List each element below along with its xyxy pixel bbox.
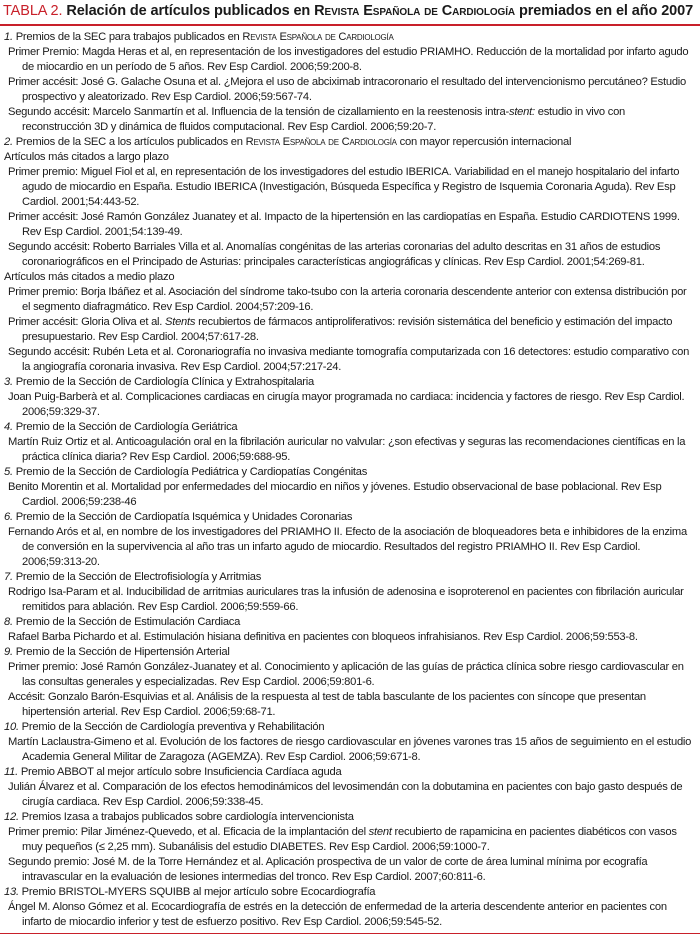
- entry-text: Martín Ruiz Ortiz et al. Anticoagulación oral en la fibrilación auricular no valvular: ¿son efectivas y seguras las recomendaciones científicas en la práctica clínica diaria? Rev Esp Cardiol. 2006;59:688-95.: [8, 436, 686, 463]
- entry-text: Primer premio: Miguel Fiol et al, en representación de los investigadores del estudio IBERICA. Variabilidad en el manejo hospitalario del infarto agudo de miocardio en España. Estudio IBERICA (Investigación, Búsqueda Específica y Registro de Isquemia Coronaria Aguda). Rev Esp Cardiol. 2001;54:443-52.: [8, 166, 680, 208]
- section-title: Premio de la Sección de Cardiopatía Isquémica y Unidades Coronarias: [15, 511, 353, 523]
- entry-text: Rafael Barba Pichardo et al. Estimulación hisiana definitiva en pacientes con bloqueos infrahisianos. Rev Esp Cardiol. 2006;59:553-8.: [8, 631, 638, 643]
- section-heading: [4, 645, 696, 660]
- award-entry: [4, 900, 696, 930]
- award-entry: [4, 45, 696, 75]
- award-entry: [4, 780, 696, 810]
- section-heading: [4, 765, 696, 780]
- title-text-end: premiados en el año 2007: [515, 3, 694, 19]
- section-heading: [4, 720, 696, 735]
- entry-text: Primer accésit: José G. Galache Osuna et al. ¿Mejora el uso de abciximab intracoronario el resultado del intervencionismo percutáneo? Estudio prospectivo y aleatorizado. Rev Esp Cardiol. 2006;59:567-74.: [8, 76, 687, 103]
- subheading: [4, 270, 696, 285]
- table-label: TABLA 2.: [3, 3, 63, 19]
- entry-text: Julián Álvarez et al. Comparación de los efectos hemodinámicos del levosimendán con la dobutamina en pacientes con bajo gasto después de cirugía cardiaca. Rev Esp Cardiol. 2006;59:338-45.: [8, 781, 683, 808]
- award-entry: [4, 690, 696, 720]
- entry-text-end: recubiertos de fármacos antiproliferativos: revisión sistemática del beneficio y estimación del impacto presupuestario. Rev Esp Cardiol. 2004;57:617-28.: [22, 316, 673, 343]
- section-number: 4.: [4, 421, 13, 433]
- award-entry: [4, 285, 696, 315]
- section-title: Premio BRISTOL-MYERS SQUIBB al mejor artículo sobre Ecocardiografía: [21, 886, 376, 898]
- section-number: 2.: [4, 136, 13, 148]
- award-entry: [4, 480, 696, 510]
- section-title: Premio de la Sección de Estimulación Cardiaca: [15, 616, 241, 628]
- entry-text: Primer premio: Borja Ibáñez et al. Asociación del síndrome tako-tsubo con la arteria coronaria descendente anterior con extensa distribución por el segmento diafragmático. Rev Esp Cardiol. 2004;57:209-16.: [8, 286, 687, 313]
- section-number: 3.: [4, 376, 13, 388]
- section-heading: [4, 570, 696, 585]
- award-entry: [4, 105, 696, 135]
- award-entry: [4, 210, 696, 240]
- section-number: 5.: [4, 466, 13, 478]
- section-title: Premio de la Sección de Electrofisiología y Arritmias: [15, 571, 262, 583]
- section-heading: [4, 375, 696, 390]
- award-entry: [4, 525, 696, 570]
- entry-text: Artículos más citados a largo plazo: [4, 151, 169, 163]
- award-entry: [4, 825, 696, 855]
- section-heading: [4, 810, 696, 825]
- section-number: 13.: [4, 886, 19, 898]
- title-journal: Revista Española de Cardiología: [314, 3, 516, 19]
- section-heading: [4, 510, 696, 525]
- section-heading: [4, 885, 696, 900]
- award-entry: [4, 315, 696, 345]
- section-number: 7.: [4, 571, 13, 583]
- entry-text: Segundo premio: José M. de la Torre Hernández et al. Aplicación prospectiva de un valor de corte de área luminal mínima por ecografía intravascular en la evaluación de lesiones intermedias del tronco. Rev Esp Cardiol. 2007;60:811-6.: [8, 856, 648, 883]
- entry-text: Ángel M. Alonso Gómez et al. Ecocardiografía de estrés en la detección de enfermedad de la arteria descendente anterior en pacientes con infarto de miocardio inferior y test de esfuerzo positivo. Rev Esp Cardiol. 2006;59:545-52.: [8, 901, 667, 928]
- entry-text: Primer premio: Pilar Jiménez-Quevedo, et al. Eficacia de la implantación del: [8, 826, 369, 838]
- entry-text: Martín Laclaustra-Gimeno et al. Evolución de los factores de riesgo cardiovascular en jóvenes varones tras 15 años de seguimiento en el estudio Academia General Militar de Zaragoza (AGEMZA). Rev Esp Cardiol. 2006;59:671-8.: [8, 736, 692, 763]
- section-heading: [4, 465, 696, 480]
- entry-text: Joan Puig-Barberà et al. Complicaciones cardiacas en cirugía mayor programada no cardiaca: incidencia y factores de riesgo. Rev Esp Cardiol. 2006;59:329-37.: [8, 391, 685, 418]
- award-entry: [4, 630, 696, 645]
- section-heading: [4, 135, 696, 150]
- section-title: Premios Izasa a trabajos publicados sobre cardiología intervencionista: [21, 811, 354, 823]
- section-title: Premios de la SEC para trabajos publicados en: [15, 31, 243, 43]
- award-entry: [4, 390, 696, 420]
- entry-text: Benito Morentin et al. Mortalidad por enfermedades del miocardio en niños y jóvenes. Estudio observacional de base poblacional. Rev Esp Cardiol. 2006;59:238-46: [8, 481, 662, 508]
- award-entry: [4, 585, 696, 615]
- entry-italic: Stents: [165, 316, 196, 328]
- entry-text: Primer accésit: Gloria Oliva et al.: [8, 316, 165, 328]
- bottom-rule: [0, 933, 700, 934]
- section-title: Premio ABBOT al mejor artículo sobre Insuficiencia Cardíaca aguda: [20, 766, 342, 778]
- subheading: [4, 150, 696, 165]
- entry-text: Segundo accésit: Marcelo Sanmartín et al. Influencia de la tensión de cizallamiento en la reestenosis intra-: [8, 106, 509, 118]
- entry-text: Primer Premio: Magda Heras et al, en representación de los investigadores del estudio PRIAMHO. Reducción de la mortalidad por infarto agudo de miocardio en un período de 5 años. Rev Esp Cardiol. 2006;59:200-8.: [8, 46, 689, 73]
- section-number: 11.: [4, 766, 18, 778]
- table-body: [0, 26, 700, 930]
- award-entry: [4, 855, 696, 885]
- entry-text: Primer accésit: José Ramón González Juanatey et al. Impacto de la hipertensión en las cardiopatías en España. Estudio CARDIOTENS 1999. Rev Esp Cardiol. 2001;54:139-49.: [8, 211, 680, 238]
- section-title: Premio de la Sección de Cardiología preventiva y Rehabilitación: [21, 721, 325, 733]
- table-caption: [0, 0, 700, 26]
- award-entry: [4, 435, 696, 465]
- section-number: 8.: [4, 616, 13, 628]
- entry-text-end: recubierto de rapamicina en pacientes diabéticos con vasos muy pequeños (≤ 2,25 mm). Subanálisis del estudio DIABETES. Rev Esp Cardiol. 2006;59:1000-7.: [22, 826, 677, 853]
- award-entry: [4, 165, 696, 210]
- section-title: Premio de la Sección de Cardiología Clínica y Extrahospitalaria: [15, 376, 314, 388]
- award-entry: [4, 75, 696, 105]
- section-heading: [4, 615, 696, 630]
- award-entry: [4, 735, 696, 765]
- section-journal: Revista Española de Cardiología: [245, 136, 397, 148]
- title-text: Relación de artículos publicados en: [66, 3, 315, 19]
- entry-text: Rodrigo Isa-Param et al. Inducibilidad de arritmias auriculares tras la infusión de adenosina e isoproterenol en pacientes con fibrilación auricular remitidos para ablación. Rev Esp Cardiol. 2006;59:559-66.: [8, 586, 684, 613]
- section-heading: [4, 420, 696, 435]
- award-entry: [4, 240, 696, 270]
- award-entry: [4, 345, 696, 375]
- section-title-end: con mayor repercusión internacional: [396, 136, 572, 148]
- section-number: 10.: [4, 721, 19, 733]
- entry-text-end: estudio in vivo con reconstrucción 3D y dinámica de fluidos computacional. Rev Esp Cardiol. 2006;59:20-7.: [22, 106, 626, 133]
- entry-text: Fernando Arós et al, en nombre de los investigadores del PRIAMHO II. Efecto de la asociación de bloqueadores beta e inhibidores de la enzima de conversión en la supervivencia al año tras un infarto agudo de miocardio. Resultados del registro PRIAMHO II. Rev Esp Cardiol. 2006;59:313-20.: [8, 526, 687, 568]
- table-title: [66, 3, 693, 19]
- section-heading: [4, 30, 696, 45]
- section-number: 12.: [4, 811, 19, 823]
- entry-text: Primer premio: José Ramón González-Juanatey et al. Conocimiento y aplicación de las guías de práctica clínica sobre riesgo cardiovascular en las consultas generales y especializadas. Rev Esp Cardiol. 2006;59:801-6.: [8, 661, 684, 688]
- entry-text: Artículos más citados a medio plazo: [4, 271, 175, 283]
- entry-text: Segundo accésit: Rubén Leta et al. Coronariografía no invasiva mediante tomografía computarizada con 16 detectores: estudio comparativo con la angiografía coronaria invasiva. Rev Esp Cardiol. 2004;57:217-24.: [8, 346, 690, 373]
- section-journal: Revista Española de Cardiología: [242, 31, 394, 43]
- award-entry: [4, 660, 696, 690]
- section-title: Premio de la Sección de Cardiología Pediátrica y Cardiopatías Congénitas: [15, 466, 368, 478]
- entry-italic: stent: [368, 826, 392, 838]
- section-number: 6.: [4, 511, 13, 523]
- entry-italic: stent:: [508, 106, 535, 118]
- section-number: 1.: [4, 31, 13, 43]
- entry-text: Segundo accésit: Roberto Barriales Villa et al. Anomalías congénitas de las arterias coronarias del adulto descritas en 31 años de estudios coronariográficos en el Principado de Asturias: principales características angiográficas y clínicas. Rev Esp Cardiol. 2001;54:269-81.: [8, 241, 661, 268]
- section-number: 9.: [4, 646, 13, 658]
- entry-text: Accésit: Gonzalo Barón-Esquivias et al. Análisis de la respuesta al test de tabla basculante de los pacientes con síncope que presentan hipertensión arterial. Rev Esp Cardiol. 2006;59:68-71.: [8, 691, 646, 718]
- section-title: Premio de la Sección de Hipertensión Arterial: [15, 646, 230, 658]
- section-title: Premios de la SEC a los artículos publicados en: [15, 136, 246, 148]
- section-title: Premio de la Sección de Cardiología Geriátrica: [15, 421, 238, 433]
